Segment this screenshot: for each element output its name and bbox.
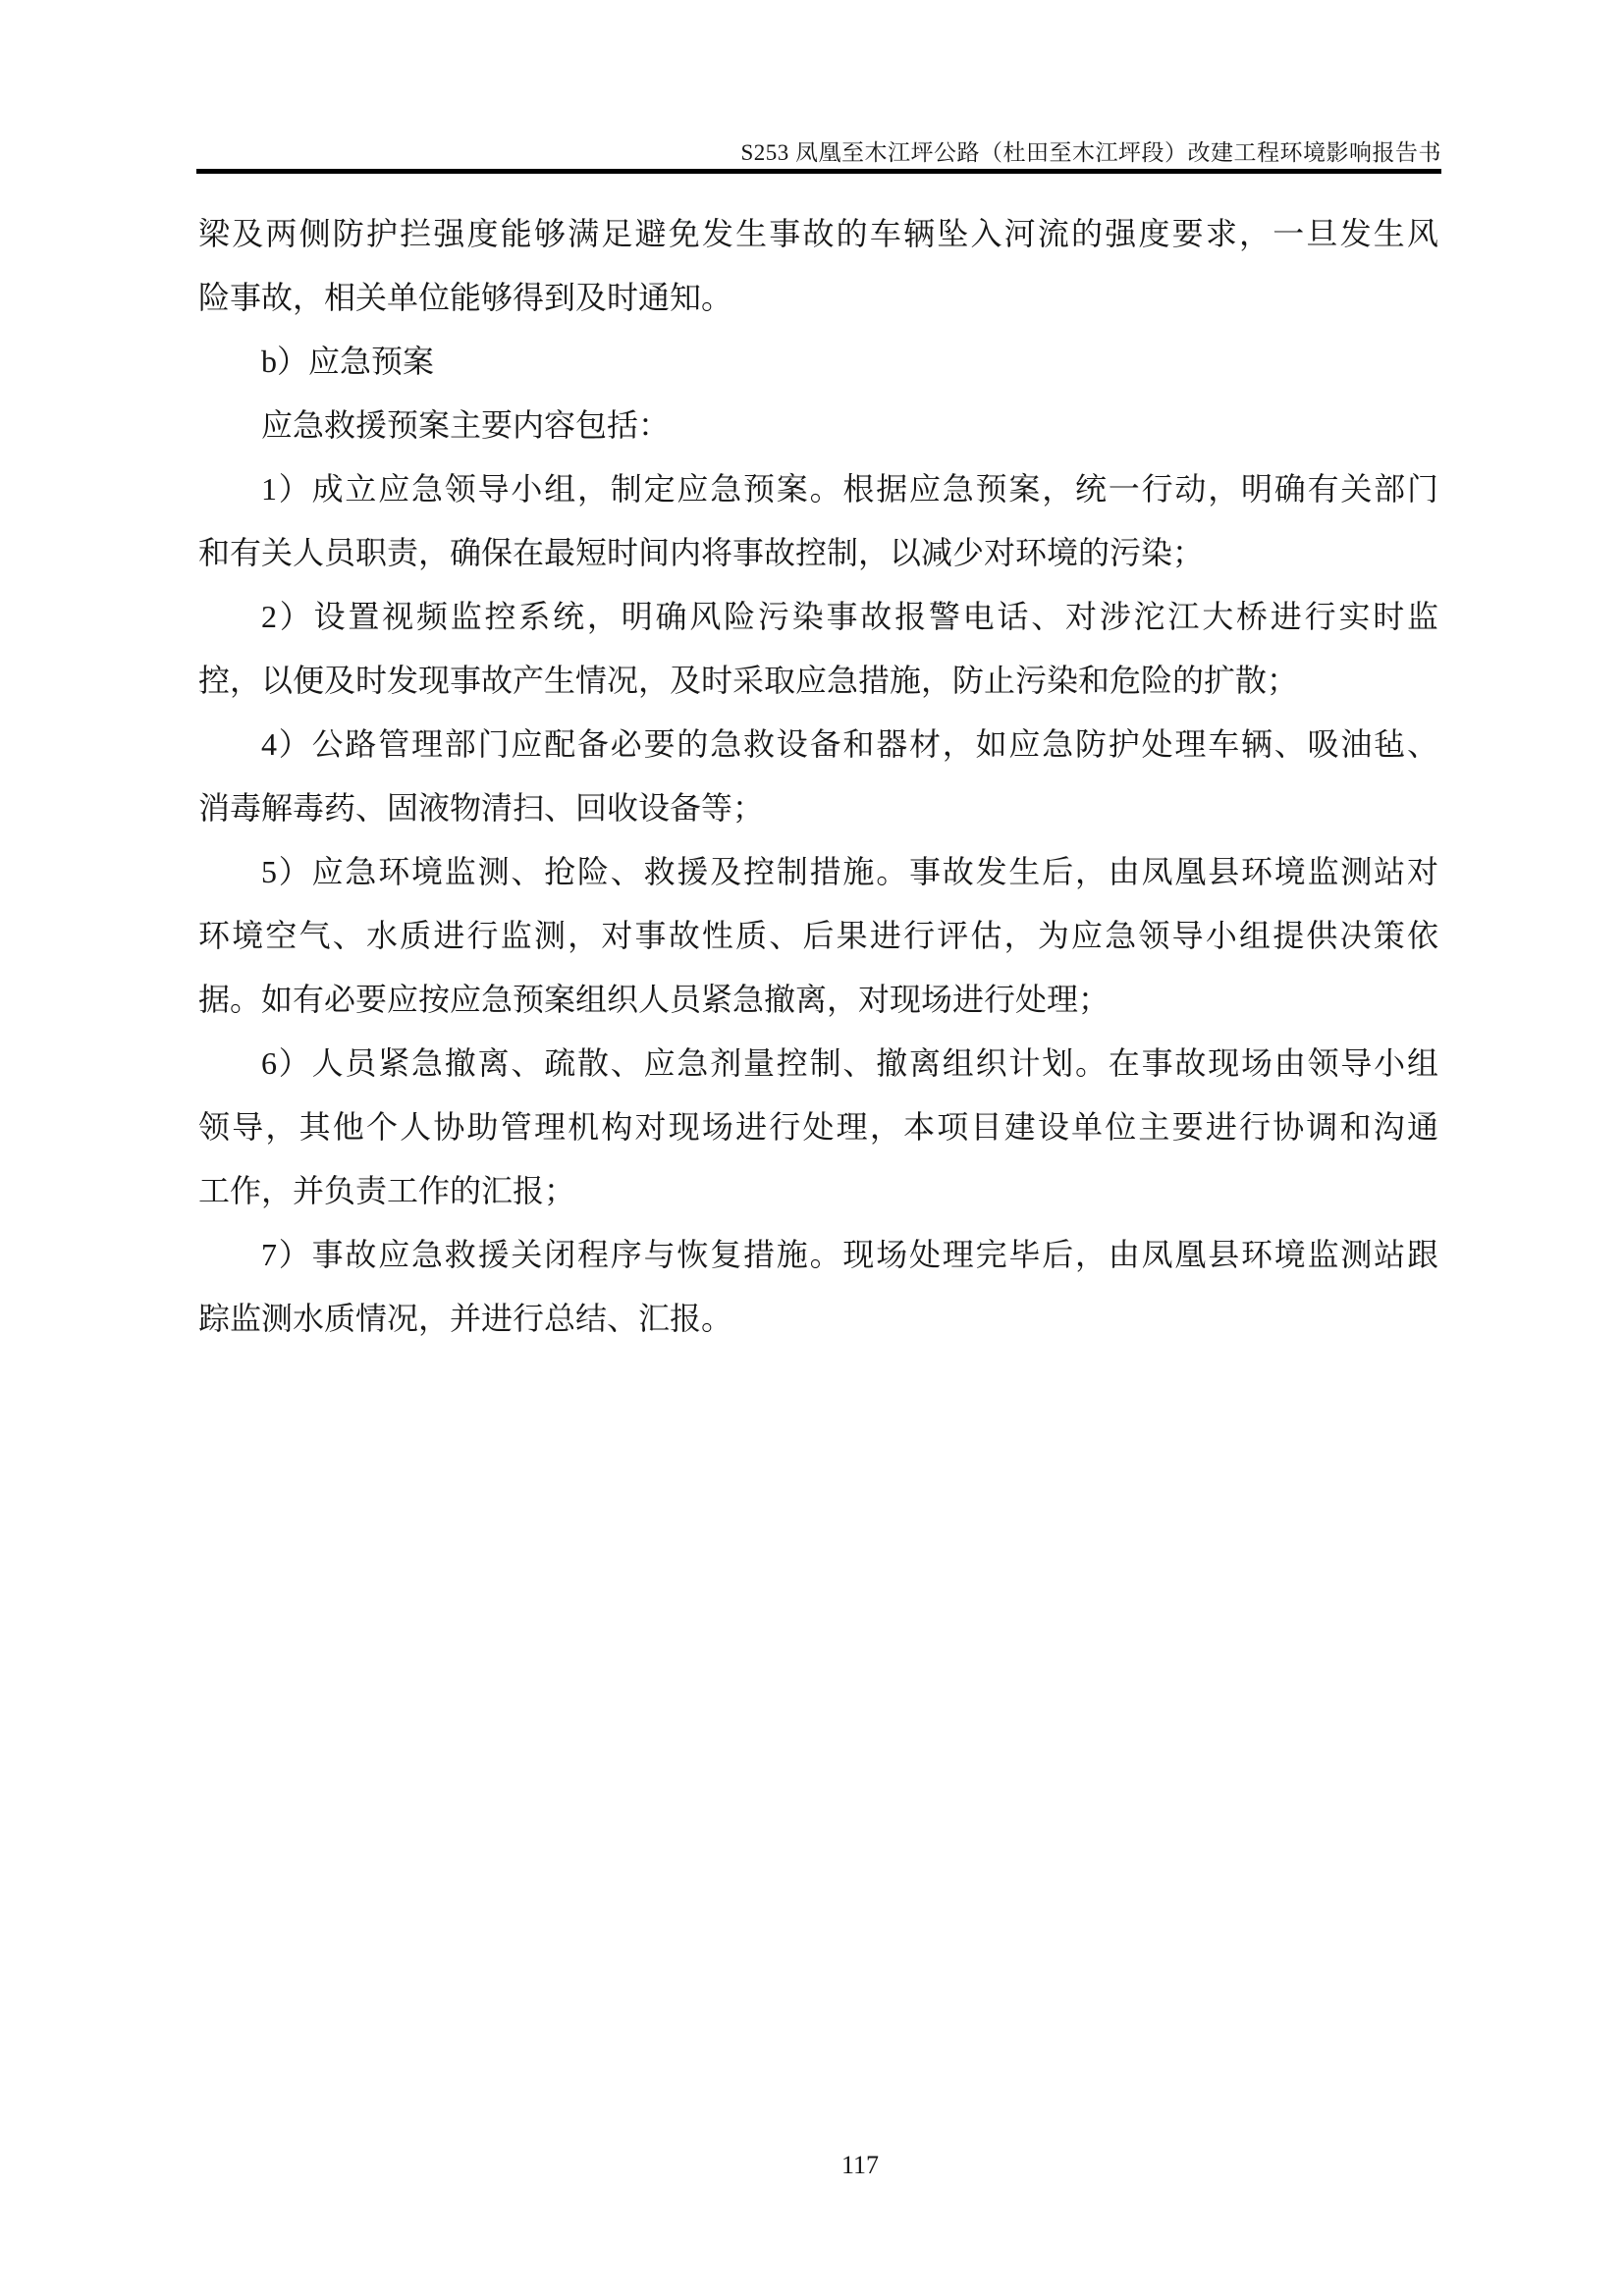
body-line: 2）设置视频监控系统，明确风险污染事故报警电话、对涉沱江大桥进行实时监	[261, 599, 1438, 634]
body-line: 7）事故应急救援关闭程序与恢复措施。现场处理完毕后，由凤凰县环境监测站跟	[261, 1237, 1438, 1272]
body-line: 和有关人员职责，确保在最短时间内将事故控制，以减少对环境的污染；	[198, 535, 1205, 570]
page-number: 117	[840, 2151, 880, 2179]
body-line: 控，以便及时发现事故产生情况，及时采取应急措施，防止污染和危险的扩散；	[198, 663, 1299, 698]
page-header-title: S253 凤凰至木江坪公路（杜田至木江坪段）改建工程环境影响报告书	[740, 140, 1441, 165]
body-line: 5）应急环境监测、抢险、救援及控制措施。事故发生后，由凤凰县环境监测站对	[261, 854, 1438, 889]
body-line: b）应急预案	[261, 344, 435, 379]
body-line: 梁及两侧防护拦强度能够满足避免发生事故的车辆坠入河流的强度要求，一旦发生风	[198, 216, 1438, 251]
body-line: 领导，其他个人协助管理机构对现场进行处理，本项目建设单位主要进行协调和沟通	[198, 1109, 1438, 1145]
body-line: 险事故，相关单位能够得到及时通知。	[198, 280, 733, 315]
document-body	[198, 202, 1438, 1351]
body-line: 1）成立应急领导小组，制定应急预案。根据应急预案，统一行动，明确有关部门	[261, 471, 1438, 507]
body-line: 环境空气、水质进行监测，对事故性质、后果进行评估，为应急领导小组提供决策依	[198, 918, 1438, 953]
body-line: 应急救援预案主要内容包括：	[261, 407, 671, 443]
body-line: 据。如有必要应按应急预案组织人员紧急撤离，对现场进行处理；	[198, 982, 1110, 1017]
body-line: 消毒解毒药、固液物清扫、回收设备等；	[198, 790, 765, 826]
body-line: 踪监测水质情况，并进行总结、汇报。	[198, 1301, 733, 1336]
header-rule	[196, 169, 1441, 174]
body-line: 4）公路管理部门应配备必要的急救设备和器材，如应急防护处理车辆、吸油毡、	[261, 726, 1438, 762]
body-line: 6）人员紧急撤离、疏散、应急剂量控制、撤离组织计划。在事故现场由领导小组	[261, 1045, 1438, 1081]
body-line: 工作，并负责工作的汇报；	[198, 1173, 576, 1208]
